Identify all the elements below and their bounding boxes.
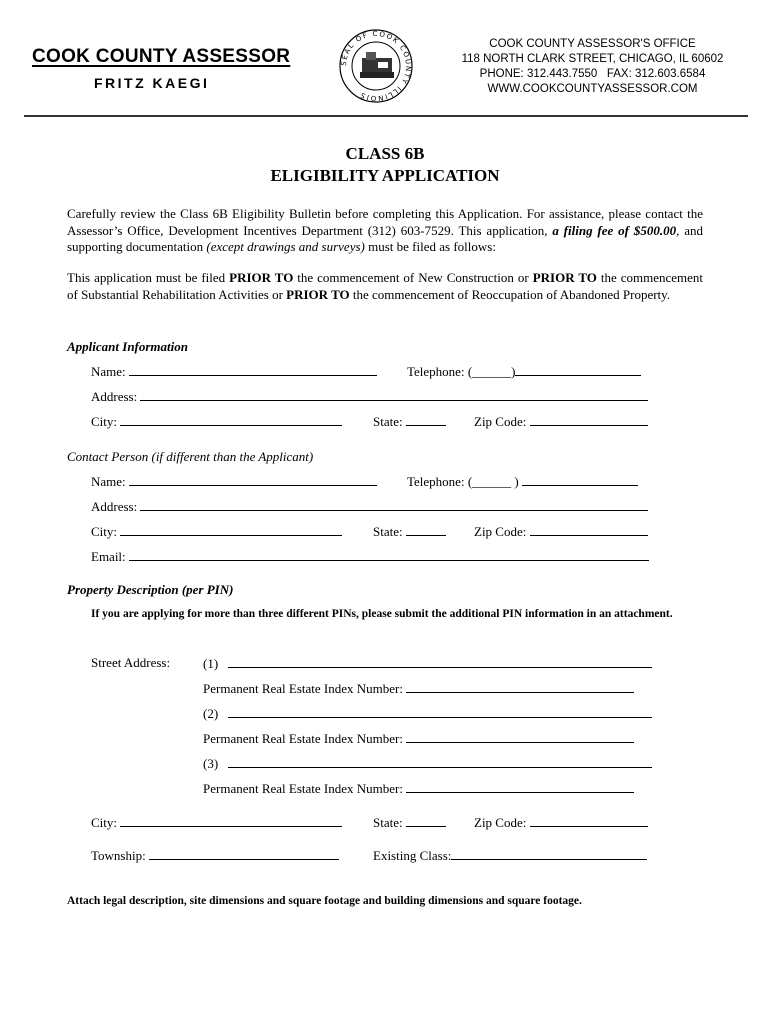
office-contact-block	[455, 37, 730, 97]
office-website[interactable]: WWW.COOKCOUNTYASSESSOR.COM	[487, 83, 698, 95]
multiple-pins-note: If you are applying for more than three different PINs, please submit the additional PIN information in an attachment.	[91, 608, 673, 620]
township-field[interactable]: Township:	[91, 847, 339, 864]
pin-1-field[interactable]: Permanent Real Estate Index Number:	[203, 680, 634, 697]
attachment-instructions: Attach legal description, site dimensions and square footage and building dimensions and square footage.	[67, 895, 582, 907]
existing-class-field[interactable]: Existing Class:	[373, 847, 647, 864]
street-address-label: Street Address:	[91, 655, 171, 670]
applicant-address-field[interactable]: Address:	[91, 388, 648, 405]
filing-fee: a filing fee of $500.00	[552, 222, 677, 238]
contact-city-field[interactable]: City:	[91, 523, 342, 540]
applicant-zip-field[interactable]: Zip Code:	[474, 413, 648, 430]
form-title-line2: ELIGIBILITY APPLICATION	[270, 166, 500, 185]
applicant-state-field[interactable]: State:	[373, 413, 446, 430]
intro-paragraph: Carefully review the Class 6B Eligibility Bulletin before completing this Application. For assistance, please contact the Assessor’s Office, Development Incentives Department (312) 603-7529. This application, a filing fee of $500.00, and supporting documentation (except drawings and surveys) must be filed as follows:	[67, 206, 704, 254]
header-divider	[24, 115, 748, 117]
applicant-city-field[interactable]: City:	[91, 413, 342, 430]
contact-zip-field[interactable]: Zip Code:	[474, 523, 648, 540]
contact-state-field[interactable]: State:	[373, 523, 446, 540]
filing-timing-paragraph: This application must be filed PRIOR TO the commencement of New Construction or PRIOR TO the commencement of Substantial Rehabilitation Activities or PRIOR TO the commencement of Reoccupation of Abandoned Property.	[67, 270, 704, 302]
office-address: 118 NORTH CLARK STREET, CHICAGO, IL 60602	[461, 53, 724, 65]
office-phone-fax: PHONE: 312.443.7550 FAX: 312.603.6584	[479, 68, 706, 80]
applicant-section-heading: Applicant Information	[67, 339, 188, 354]
pin-2-field[interactable]: Permanent Real Estate Index Number:	[203, 730, 634, 747]
form-title-line1: CLASS 6B	[345, 144, 425, 163]
contact-name-field[interactable]: Name:	[91, 473, 377, 490]
contact-address-field[interactable]: Address:	[91, 498, 648, 515]
contact-section-heading: Contact Person (if different than the Applicant)	[67, 449, 314, 464]
contact-telephone-field[interactable]: Telephone: (______ )	[407, 473, 638, 490]
property-state-field[interactable]: State:	[373, 814, 446, 831]
property-zip-field[interactable]: Zip Code:	[474, 814, 648, 831]
brand-title: COOK COUNTY ASSESSOR	[32, 46, 291, 67]
seal-text: SEAL OF COOK COUNTY ILLINOIS	[339, 29, 413, 103]
property-city-field[interactable]: City:	[91, 814, 342, 831]
office-name: COOK COUNTY ASSESSOR'S OFFICE	[489, 38, 696, 50]
contact-email-field[interactable]: Email:	[91, 548, 649, 565]
pin-3-field[interactable]: Permanent Real Estate Index Number:	[203, 780, 634, 797]
street-address-1-field[interactable]: (1)	[203, 655, 652, 672]
applicant-telephone-field[interactable]: Telephone: (______)	[407, 363, 641, 380]
street-address-2-field[interactable]: (2)	[203, 705, 652, 722]
property-section-heading: Property Description (per PIN)	[67, 582, 234, 597]
county-seal-logo	[338, 28, 414, 104]
brand-subtitle: FRITZ KAEGI	[94, 75, 210, 91]
street-address-3-field[interactable]: (3)	[203, 755, 652, 772]
applicant-name-field[interactable]: Name:	[91, 363, 377, 380]
